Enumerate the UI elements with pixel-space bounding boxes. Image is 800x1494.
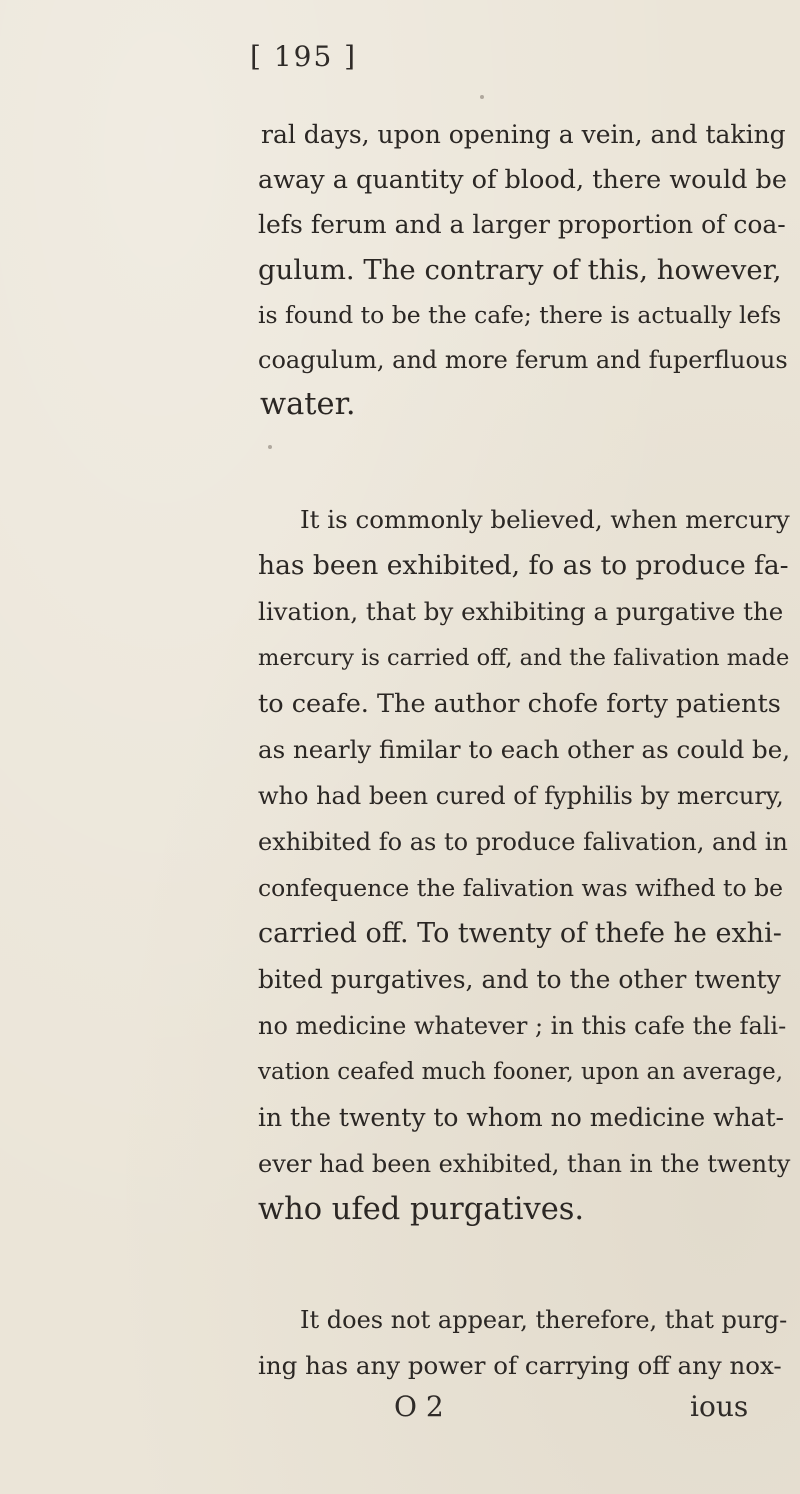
text-line: who had been cured of fyphilis by mercury, [258, 782, 784, 810]
text-line: ever had been exhibited, than in the twenty [258, 1150, 791, 1178]
text-line: is found to be the cafe; there is actually lefs [258, 301, 782, 329]
text-line: coagulum, and more ferum and fuperfluous [258, 346, 788, 374]
text-line: has been exhibited, fo as to produce fa- [258, 550, 789, 581]
text-line: livation, that by exhibiting a purgative the [258, 597, 784, 626]
paper-speck [268, 445, 272, 449]
text-line: vation ceafed much fooner, upon an average, [258, 1059, 784, 1085]
paper-speck [480, 95, 484, 99]
paper-speck [750, 310, 754, 314]
text-line: gulum. The contrary of this, however, [258, 254, 782, 286]
text-line: no medicine whatever ; in this cafe the fali- [258, 1012, 787, 1040]
text-line: It does not appear, therefore, that purg- [300, 1306, 788, 1334]
page-number-header: [ 195 ] [250, 40, 358, 73]
text-line: carried off. To twenty of thefe he exhi- [258, 918, 782, 949]
text-line: bited purgatives, and to the other twenty [258, 965, 781, 994]
text-line: exhibited fo as to produce falivation, and in [258, 828, 788, 856]
text-line: ral days, upon opening a vein, and taking [261, 120, 786, 149]
text-line: mercury is carried off, and the falivation made [258, 645, 790, 671]
text-line: who ufed purgatives. [258, 1192, 585, 1227]
text-line: to ceafe. The author chofe forty patients [258, 689, 781, 719]
text-line: ing has any power of carrying off any nox- [258, 1351, 782, 1380]
signature-mark: O 2 [394, 1390, 444, 1423]
text-line: as nearly fimilar to each other as could be, [258, 735, 791, 764]
text-line: away a quantity of blood, there would be [258, 165, 787, 195]
text-line: It is commonly believed, when mercury [300, 505, 790, 534]
text-line: in the twenty to whom no medicine what- [258, 1103, 784, 1132]
text-line: lefs ferum and a larger proportion of coa- [258, 210, 786, 239]
text-line: water. [260, 387, 356, 422]
catchword: ious [690, 1390, 749, 1423]
text-line: confequence the falivation was wifhed to be [258, 874, 784, 902]
